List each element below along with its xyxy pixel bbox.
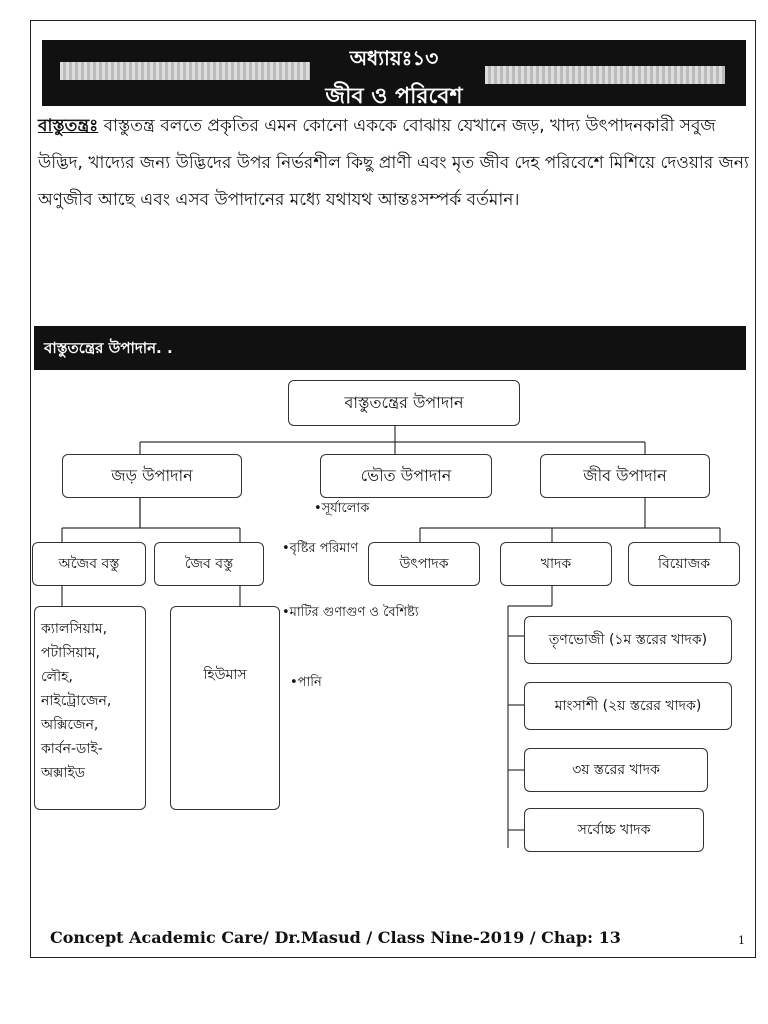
chapter-title: অধ্যায়ঃ১৩: [349, 46, 439, 70]
organic-box: জৈব বস্তু: [154, 542, 264, 586]
organic-item: হিউমাস: [203, 667, 247, 683]
page-number: 1: [738, 934, 745, 947]
inorganic-item: অক্সাইড: [41, 765, 86, 781]
physical-item-sunlight: •সূর্যালোক: [314, 501, 370, 516]
physical-box: ভৌত উপাদান: [320, 454, 492, 498]
inorganic-item: ক্যালসিয়াম,: [41, 621, 108, 637]
organic-list-box: [170, 606, 280, 810]
abiotic-box: জড় উপাদান: [62, 454, 242, 498]
inorganic-item: কার্বন-ডাই-: [41, 741, 103, 757]
inorganic-item: পটাসিয়াম,: [41, 645, 100, 661]
producer-box: উৎপাদক: [368, 542, 480, 586]
footer-text: Concept Academic Care/ Dr.Masud / Class Nine-2019 / Chap: 13: [50, 928, 621, 947]
consumer-level-1: তৃণভোজী (১ম স্তরের খাদক): [524, 616, 732, 664]
definition-text: বাস্তুতন্ত্র বলতে প্রকৃতির এমন কোনো এককে বোঝায় যেখানে জড়, খাদ্য উৎপাদনকারী সবুজ উদ্ভিদ, খাদ্যের জন্য উদ্ভিদের উপর নির্ভরশীল কিছু প্রাণী এবং মৃত জীব দেহ পরিবেশে মিশিয়ে দেওয়ার জন্য অণুজীব আছে এবং এসব উপাদানের মধ্যে যথাযথ আন্তঃসম্পর্ক বর্তমান।: [38, 116, 749, 210]
inorganic-list-box: [34, 606, 146, 810]
consumer-level-2: মাংসাশী (২য় স্তরের খাদক): [524, 682, 732, 730]
decomposer-box: বিয়োজক: [628, 542, 740, 586]
biotic-box: জীব উপাদান: [540, 454, 710, 498]
consumer-level-3: ৩য় স্তরের খাদক: [524, 748, 708, 792]
physical-item-soil: •মাটির গুণাগুণ ও বৈশিষ্ট্য: [282, 605, 419, 620]
physical-item-water: •পানি: [290, 675, 322, 690]
definition-term: বাস্তুতন্ত্রঃ: [38, 116, 99, 136]
physical-item-rainfall: •বৃষ্টির পরিমাণ: [282, 541, 359, 556]
consumer-level-top: সর্বোচ্চ খাদক: [524, 808, 704, 852]
consumer-box: খাদক: [500, 542, 612, 586]
inorganic-box: অজৈব বস্তু: [32, 542, 146, 586]
subject-title: জীব ও পরিবেশ: [325, 84, 463, 109]
inorganic-item: অক্সিজেন,: [41, 717, 99, 733]
inorganic-item: লৌহ,: [41, 669, 73, 685]
section-title: বাস্তুতন্ত্রের উপাদান. .: [34, 326, 746, 370]
inorganic-item: নাইট্রোজেন,: [41, 693, 112, 709]
diagram-root-box: বাস্তুতন্ত্রের উপাদান: [288, 380, 520, 426]
